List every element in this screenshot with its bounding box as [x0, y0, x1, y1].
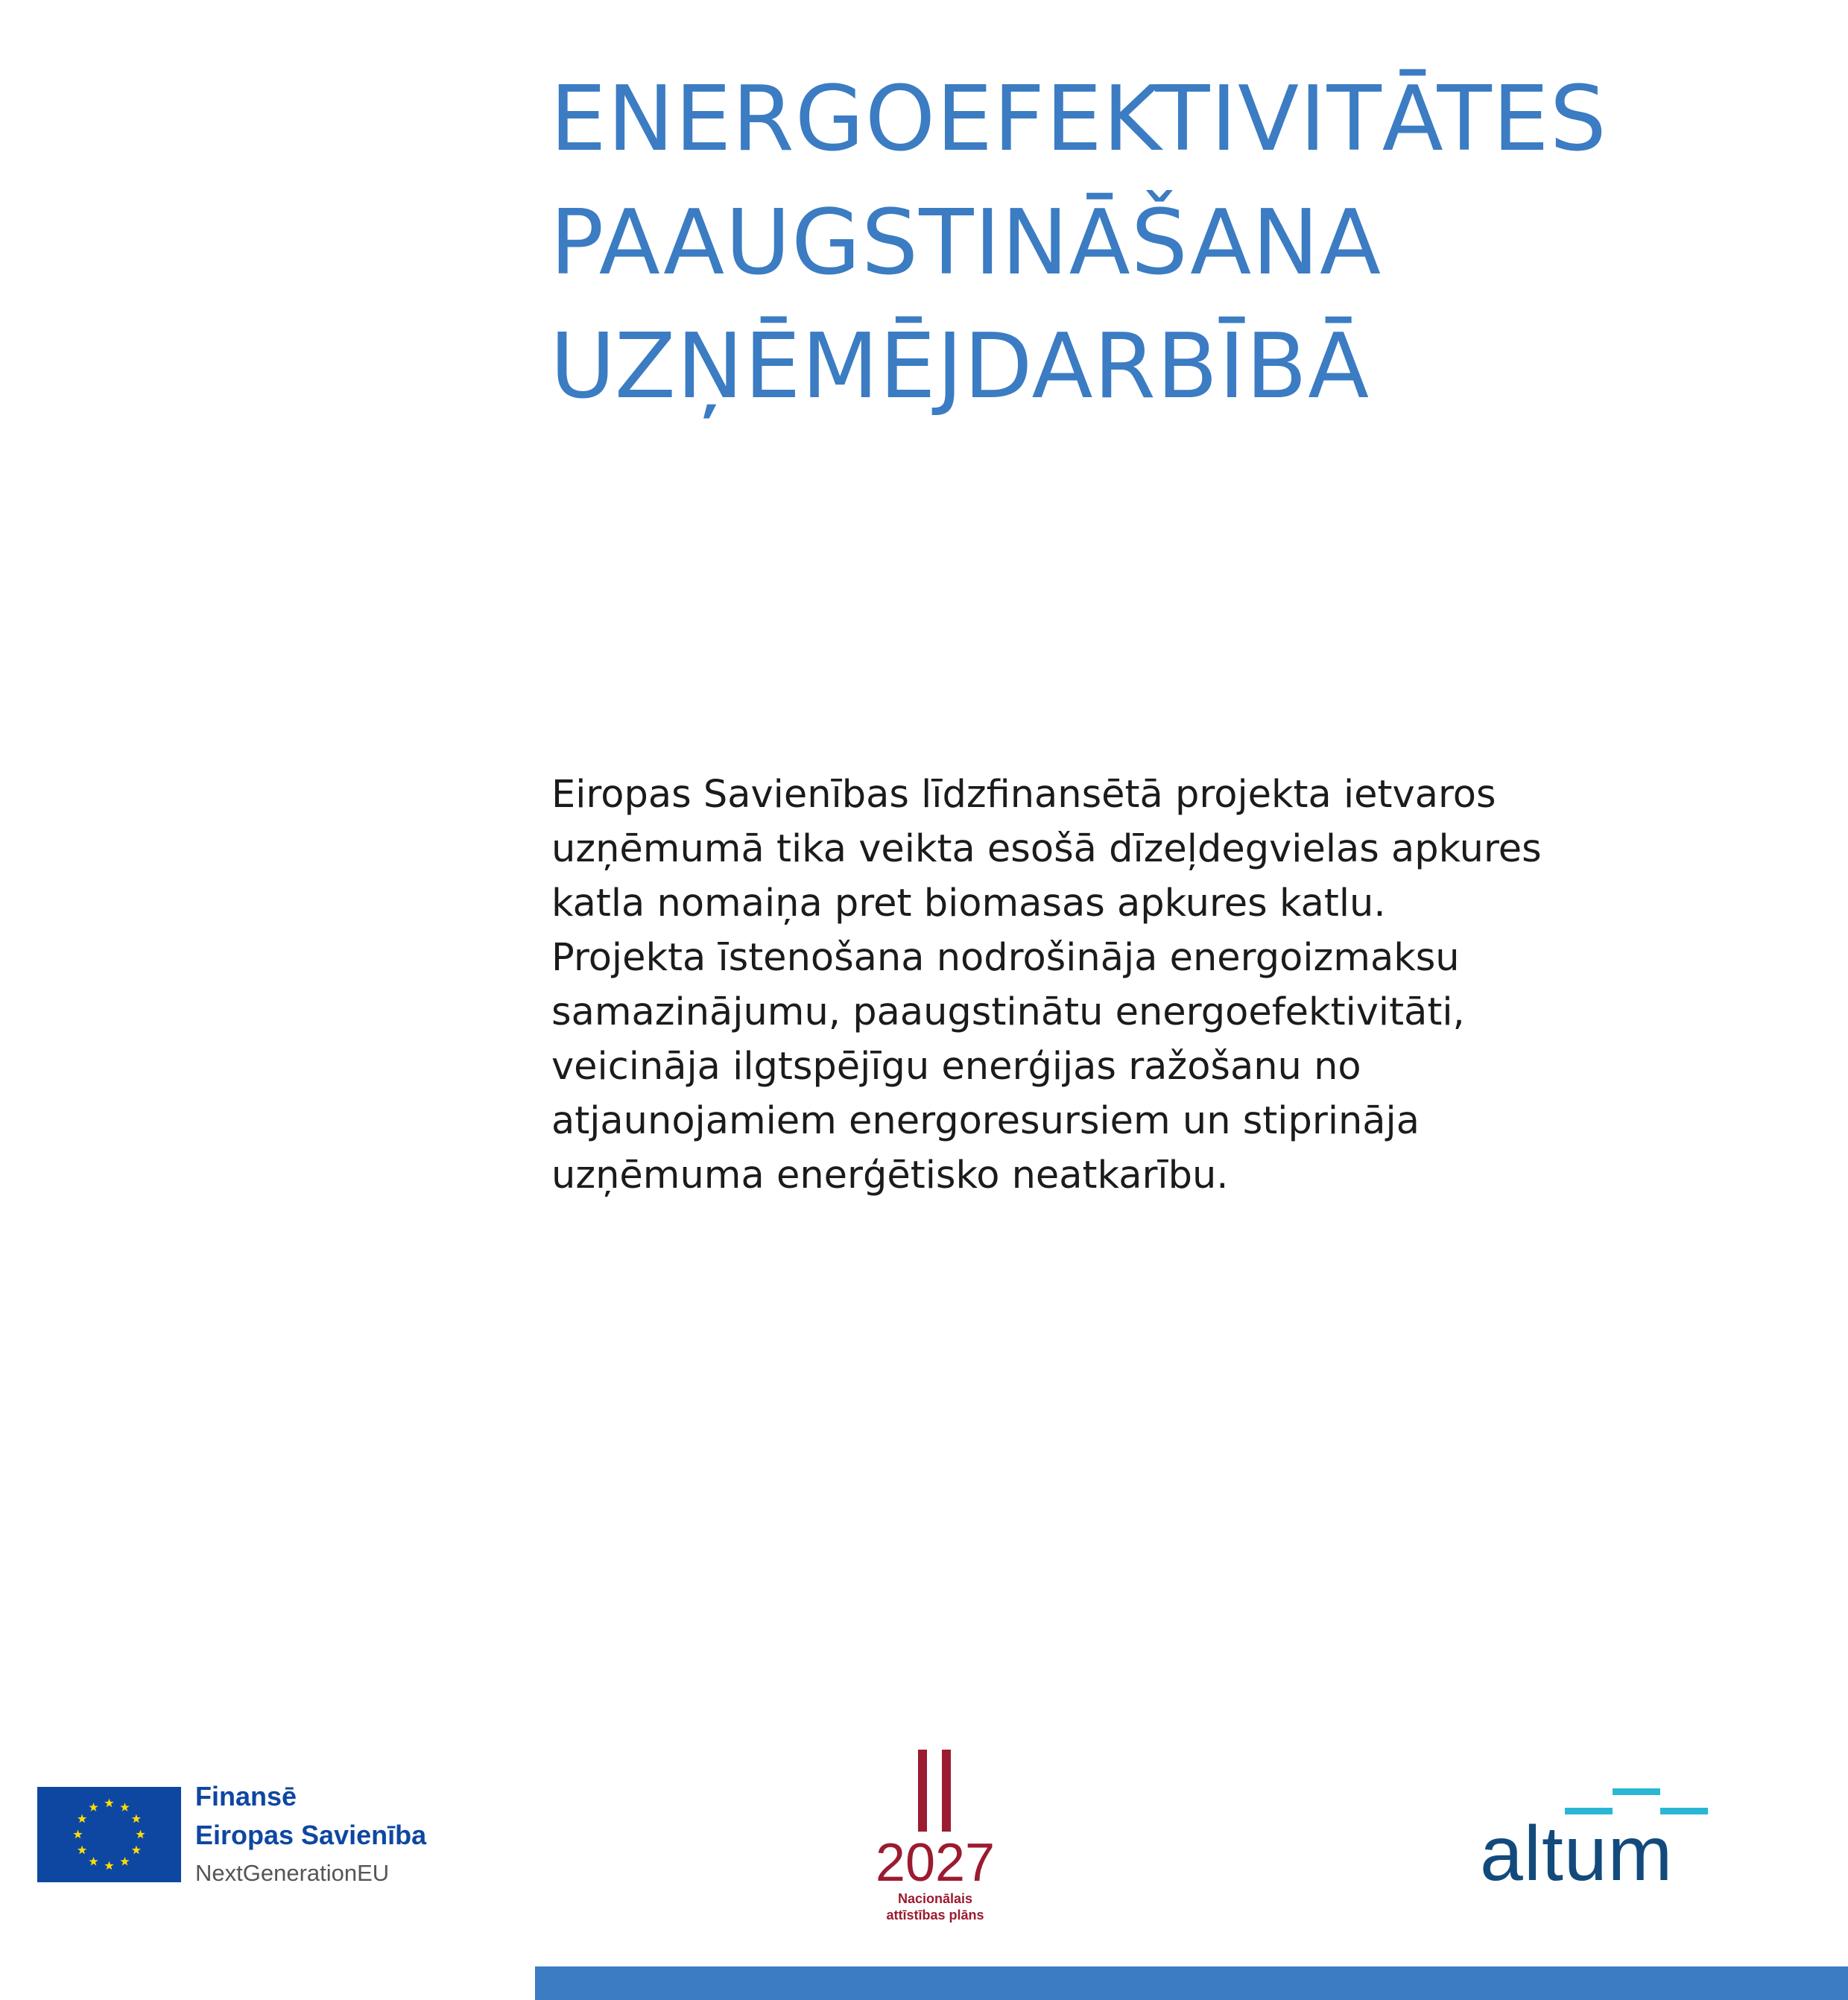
nap-title-line2: attīstības plāns [886, 1908, 984, 1923]
nap-title-line1: Nacionālais [897, 1891, 973, 1906]
nap-bar-right [942, 1750, 951, 1832]
nap-year: 2027 [875, 1833, 996, 1893]
altum-dash-top [1613, 1788, 1660, 1795]
eu-funding-label: Finansē [195, 1781, 297, 1811]
description-line: katla nomaiņa pret biomasas apkures katlu. [551, 882, 1386, 925]
description-line: Eiropas Savienības līdzfinansētā projekta ietvaros [551, 773, 1496, 817]
description-line: uzņēmumā tika veikta esošā dīzeļdegvielas apkures [551, 827, 1542, 871]
title-line-1: ENERGOEFEKTIVITĀTES [550, 68, 1607, 171]
title-line-3: UZŅĒMĒJDARBĪBĀ [550, 315, 1370, 419]
eu-program-name: NextGenerationEU [195, 1860, 390, 1886]
title-line-2: PAAUGSTINĀŠANA [550, 192, 1382, 295]
bottom-accent-bar [535, 1966, 1848, 2000]
page-title [550, 58, 1817, 429]
description-line: Projekta īstenošana nodrošināja energoizmaksu [551, 936, 1460, 980]
project-description [551, 768, 1714, 1203]
nap-2027-logo [864, 1748, 1006, 1927]
nap-bar-left [918, 1750, 927, 1832]
description-line: uzņēmuma enerģētisko neatkarību. [551, 1154, 1229, 1197]
altum-wordmark: altum [1480, 1811, 1674, 1897]
description-line: samazinājumu, paaugstinātu energoefektivitāti, [551, 990, 1465, 1034]
description-line: atjaunojamiem energoresursiem un stiprināja [551, 1099, 1420, 1143]
eu-flag-icon [37, 1787, 181, 1882]
description-line: veicināja ilgtspējīgu enerģijas ražošanu no [551, 1045, 1361, 1089]
eu-funder-name: Eiropas Savienība [195, 1820, 427, 1850]
